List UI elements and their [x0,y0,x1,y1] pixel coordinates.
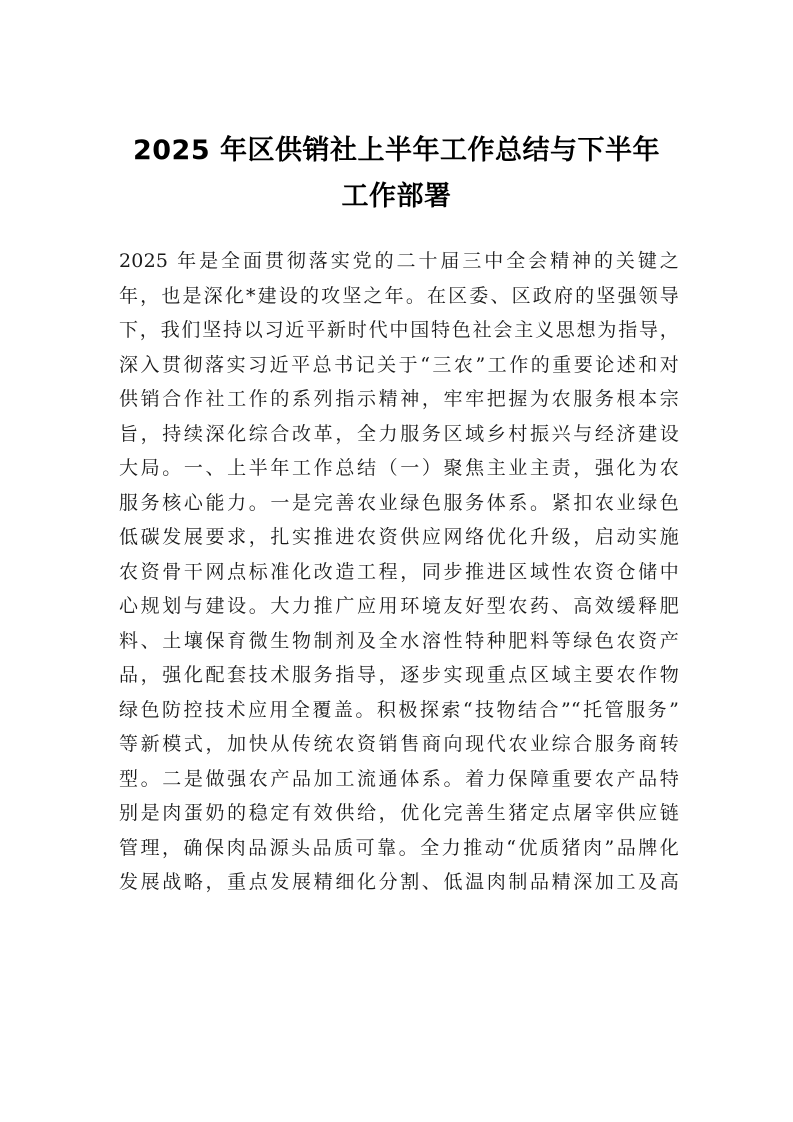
body-line: 农资骨干网点标准化改造工程，同步推进区域性农资仓储中 [119,560,679,583]
document-title-line-2: 工作部署 [341,181,452,212]
document-body [119,244,679,900]
body-line: 管理，确保肉品源头品质可靠。全力推动“优质猪肉”品牌化 [119,836,679,859]
body-line: 2025 年是全面贯彻落实党的二十届三中全会精神的关键之 [119,250,679,272]
body-line: 料、土壤保育微生物制剂及全水溶性特种肥料等绿色农资产 [119,629,679,652]
body-line: 服务核心能力。一是完善农业绿色服务体系。紧扣农业绿色 [119,491,679,514]
body-line: 绿色防控技术应用全覆盖。积极探索“技物结合”“托管服务” [119,698,679,721]
body-line: 心规划与建设。大力推广应用环境友好型农药、高效缓释肥 [119,595,679,617]
body-line: 供销合作社工作的系列指示精神，牢牢把握为农服务根本宗 [119,388,679,410]
body-line: 旨，持续深化综合改革，全力服务区域乡村振兴与经济建设 [119,422,679,445]
body-line: 品，强化配套技术服务指导，逐步实现重点区域主要农作物 [119,664,679,686]
body-line: 等新模式，加快从传统农资销售商向现代农业综合服务商转 [119,733,679,755]
body-line: 低碳发展要求，扎实推进农资供应网络优化升级，启动实施 [119,526,679,548]
body-line: 大局。一、上半年工作总结（一）聚焦主业主责，强化为农 [119,457,679,479]
document-title-line-1: 2025 年区供销社上半年工作总结与下半年 [132,135,661,166]
body-line: 型。二是做强农产品加工流通体系。着力保障重要农产品特 [119,767,679,790]
body-line: 年，也是深化*建设的攻坚之年。在区委、区政府的坚强领导 [119,284,679,307]
body-line: 下，我们坚持以习近平新时代中国特色社会主义思想为指导， [119,319,679,341]
body-line: 发展战略，重点发展精细化分割、低温肉制品精深加工及高 [119,871,679,893]
body-line: 别是肉蛋奶的稳定有效供给，优化完善生猪定点屠宰供应链 [119,802,679,824]
body-line: 深入贯彻落实习近平总书记关于“三农”工作的重要论述和对 [119,353,679,376]
